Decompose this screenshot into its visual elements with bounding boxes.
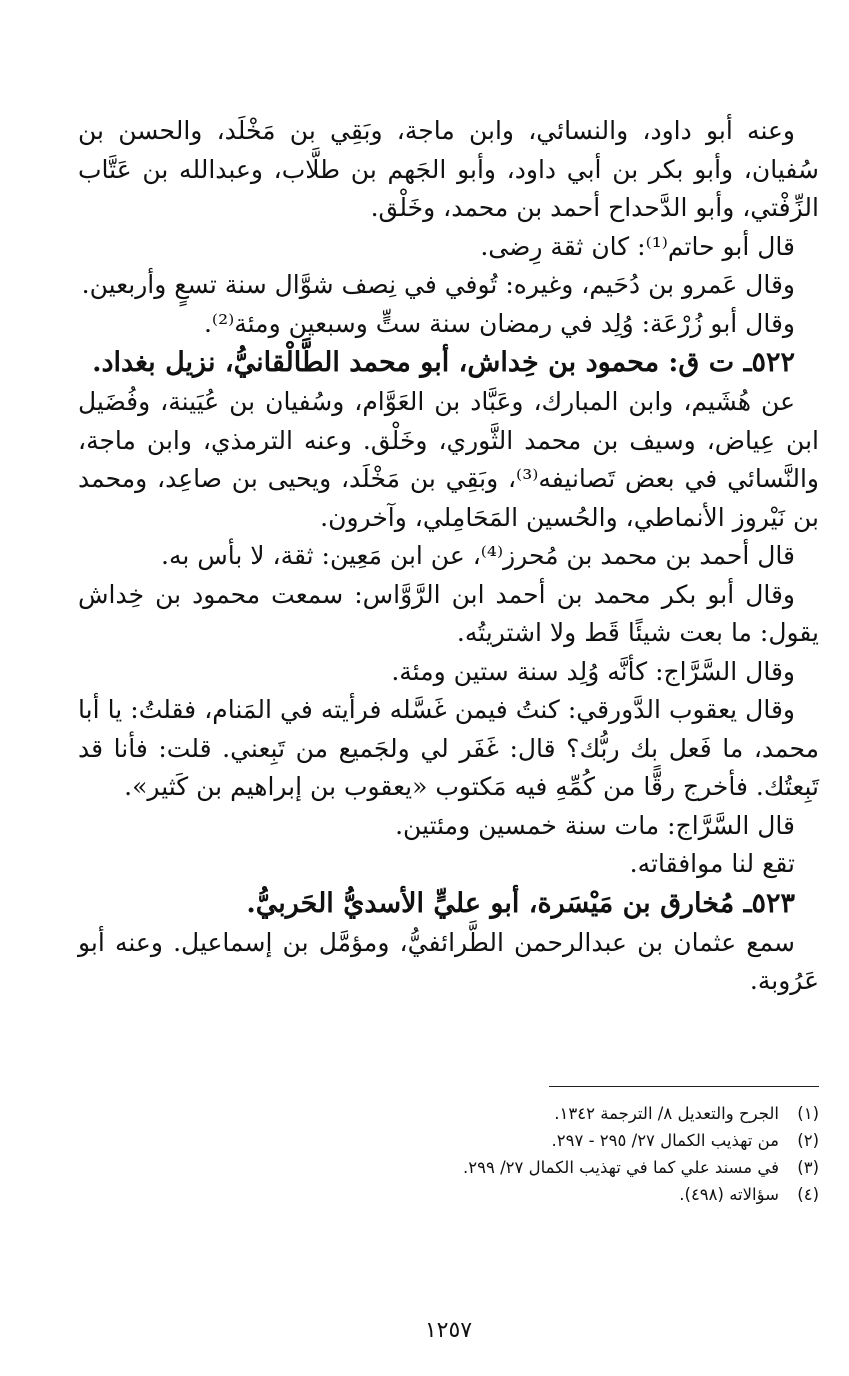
paragraph-7: قال أحمد بن محمد بن مُحرز⁽⁴⁾، عن ابن مَعِين: ثقة، لا بأس به. (161, 541, 795, 570)
main-text (78, 112, 819, 1001)
paragraph-1: وعنه أبو داود، والنسائي، وابن ماجة، وبَقِي بن مَخْلَد، والحسن بن سُفيان، وأبو بكر بن أبي داود، وأبو الجَهم بن طلَّاب، وعبدالله بن عَتَّاب الزِّفْتي، وأبو الدَّحداح أحمد بن محمد، وخَلْق. (78, 116, 819, 222)
entry-heading-522: ٥٢٢ـ ت ق: محمود بن خِداش، أبو محمد الطَّالْقانيُّ، نزيل بغداد. (92, 347, 795, 378)
footnote-number: (٤) (797, 1185, 819, 1204)
book-page (78, 0, 819, 1376)
footnote-number: (١) (797, 1104, 819, 1123)
footnote-text: في مسند علي كما في تهذيب الكمال ٢٧/ ٢٩٩. (463, 1158, 779, 1177)
entry-heading-523: ٥٢٣ـ مُخارق بن مَيْسَرة، أبو عليٍّ الأسديُّ الحَربيُّ. (246, 887, 795, 919)
footnote-number: (٣) (797, 1158, 819, 1177)
footnote-text: سؤالاته (٤٩٨). (679, 1185, 779, 1204)
footnote-item (78, 1181, 819, 1208)
footnote-text: الجرح والتعديل ٨/ الترجمة ١٣٤٢. (554, 1104, 779, 1123)
paragraph-9: وقال السَّرَّاج: كأنَّه وُلِد سنة ستين ومئة. (391, 656, 795, 686)
footnote-item (78, 1100, 819, 1127)
footnote-item (78, 1127, 819, 1154)
footnote-item (78, 1154, 819, 1181)
paragraph-3: وقال عَمرو بن دُحَيم، وغيره: تُوفي في نِصف شوَّال سنة تسعٍ وأربعين. (81, 270, 795, 299)
paragraph-10: وقال يعقوب الدَّورقي: كنتُ فيمن غَسَّله فرأيته في المَنام، فقلتُ: يا أبا محمد، ما فَعل بك ربُّك؟ قال: غَفَر لي ولجَميع من تَبِعني. قلت: فأنا قد تَبِعتُك. فأخرج رقًّا من كُمِّهِ فيه مَكتوب «يعقوب بن إبراهيم بن كَثير». (78, 695, 819, 801)
paragraph-14: سمع عثمان بن عبدالرحمن الطَّرائفيُّ، ومؤمَّل بن إسماعيل. وعنه أبو عَرُوبة. (78, 927, 819, 995)
footnote-divider (549, 1086, 819, 1087)
paragraph-4: وقال أبو زُرْعَة: وُلِد في رمضان سنة ستٍّ وسبعين ومئة⁽²⁾. (203, 308, 795, 338)
paragraph-8: وقال أبو بكر محمد بن أحمد ابن الرَّوَّاس: سمعت محمود بن خِداش يقول: ما بعت شيئًا قَط ولا اشتريتُه. (78, 579, 819, 647)
footnote-number: (٢) (797, 1131, 819, 1150)
footnotes (78, 1100, 819, 1208)
footnote-text: من تهذيب الكمال ٢٧/ ٢٩٥ - ٢٩٧. (551, 1131, 779, 1150)
paragraph-6: عن هُشَيم، وابن المبارك، وعَبَّاد بن العَوَّام، وسُفيان بن عُيَينة، وفُضَيل ابن عِياض، وسيف بن محمد الثَّوري، وخَلْق. وعنه الترمذي، وابن ماجة، والنَّسائي في بعض تَصانيفه⁽³⁾، وبَقِي بن مَخْلَد، ويحيى بن صاعِد، ومحمد بن نَيْروز الأنماطي، والحُسين المَحَامِلي، وآخرون. (78, 387, 819, 532)
paragraph-12: تقع لنا موافقاته. (629, 849, 795, 878)
page-number: ١٢٥٧ (424, 1318, 473, 1343)
paragraph-11: قال السَّرَّاج: مات سنة خمسين ومئتين. (395, 810, 795, 840)
paragraph-2: قال أبو حاتم⁽¹⁾: كان ثقة رِضى. (480, 231, 795, 261)
